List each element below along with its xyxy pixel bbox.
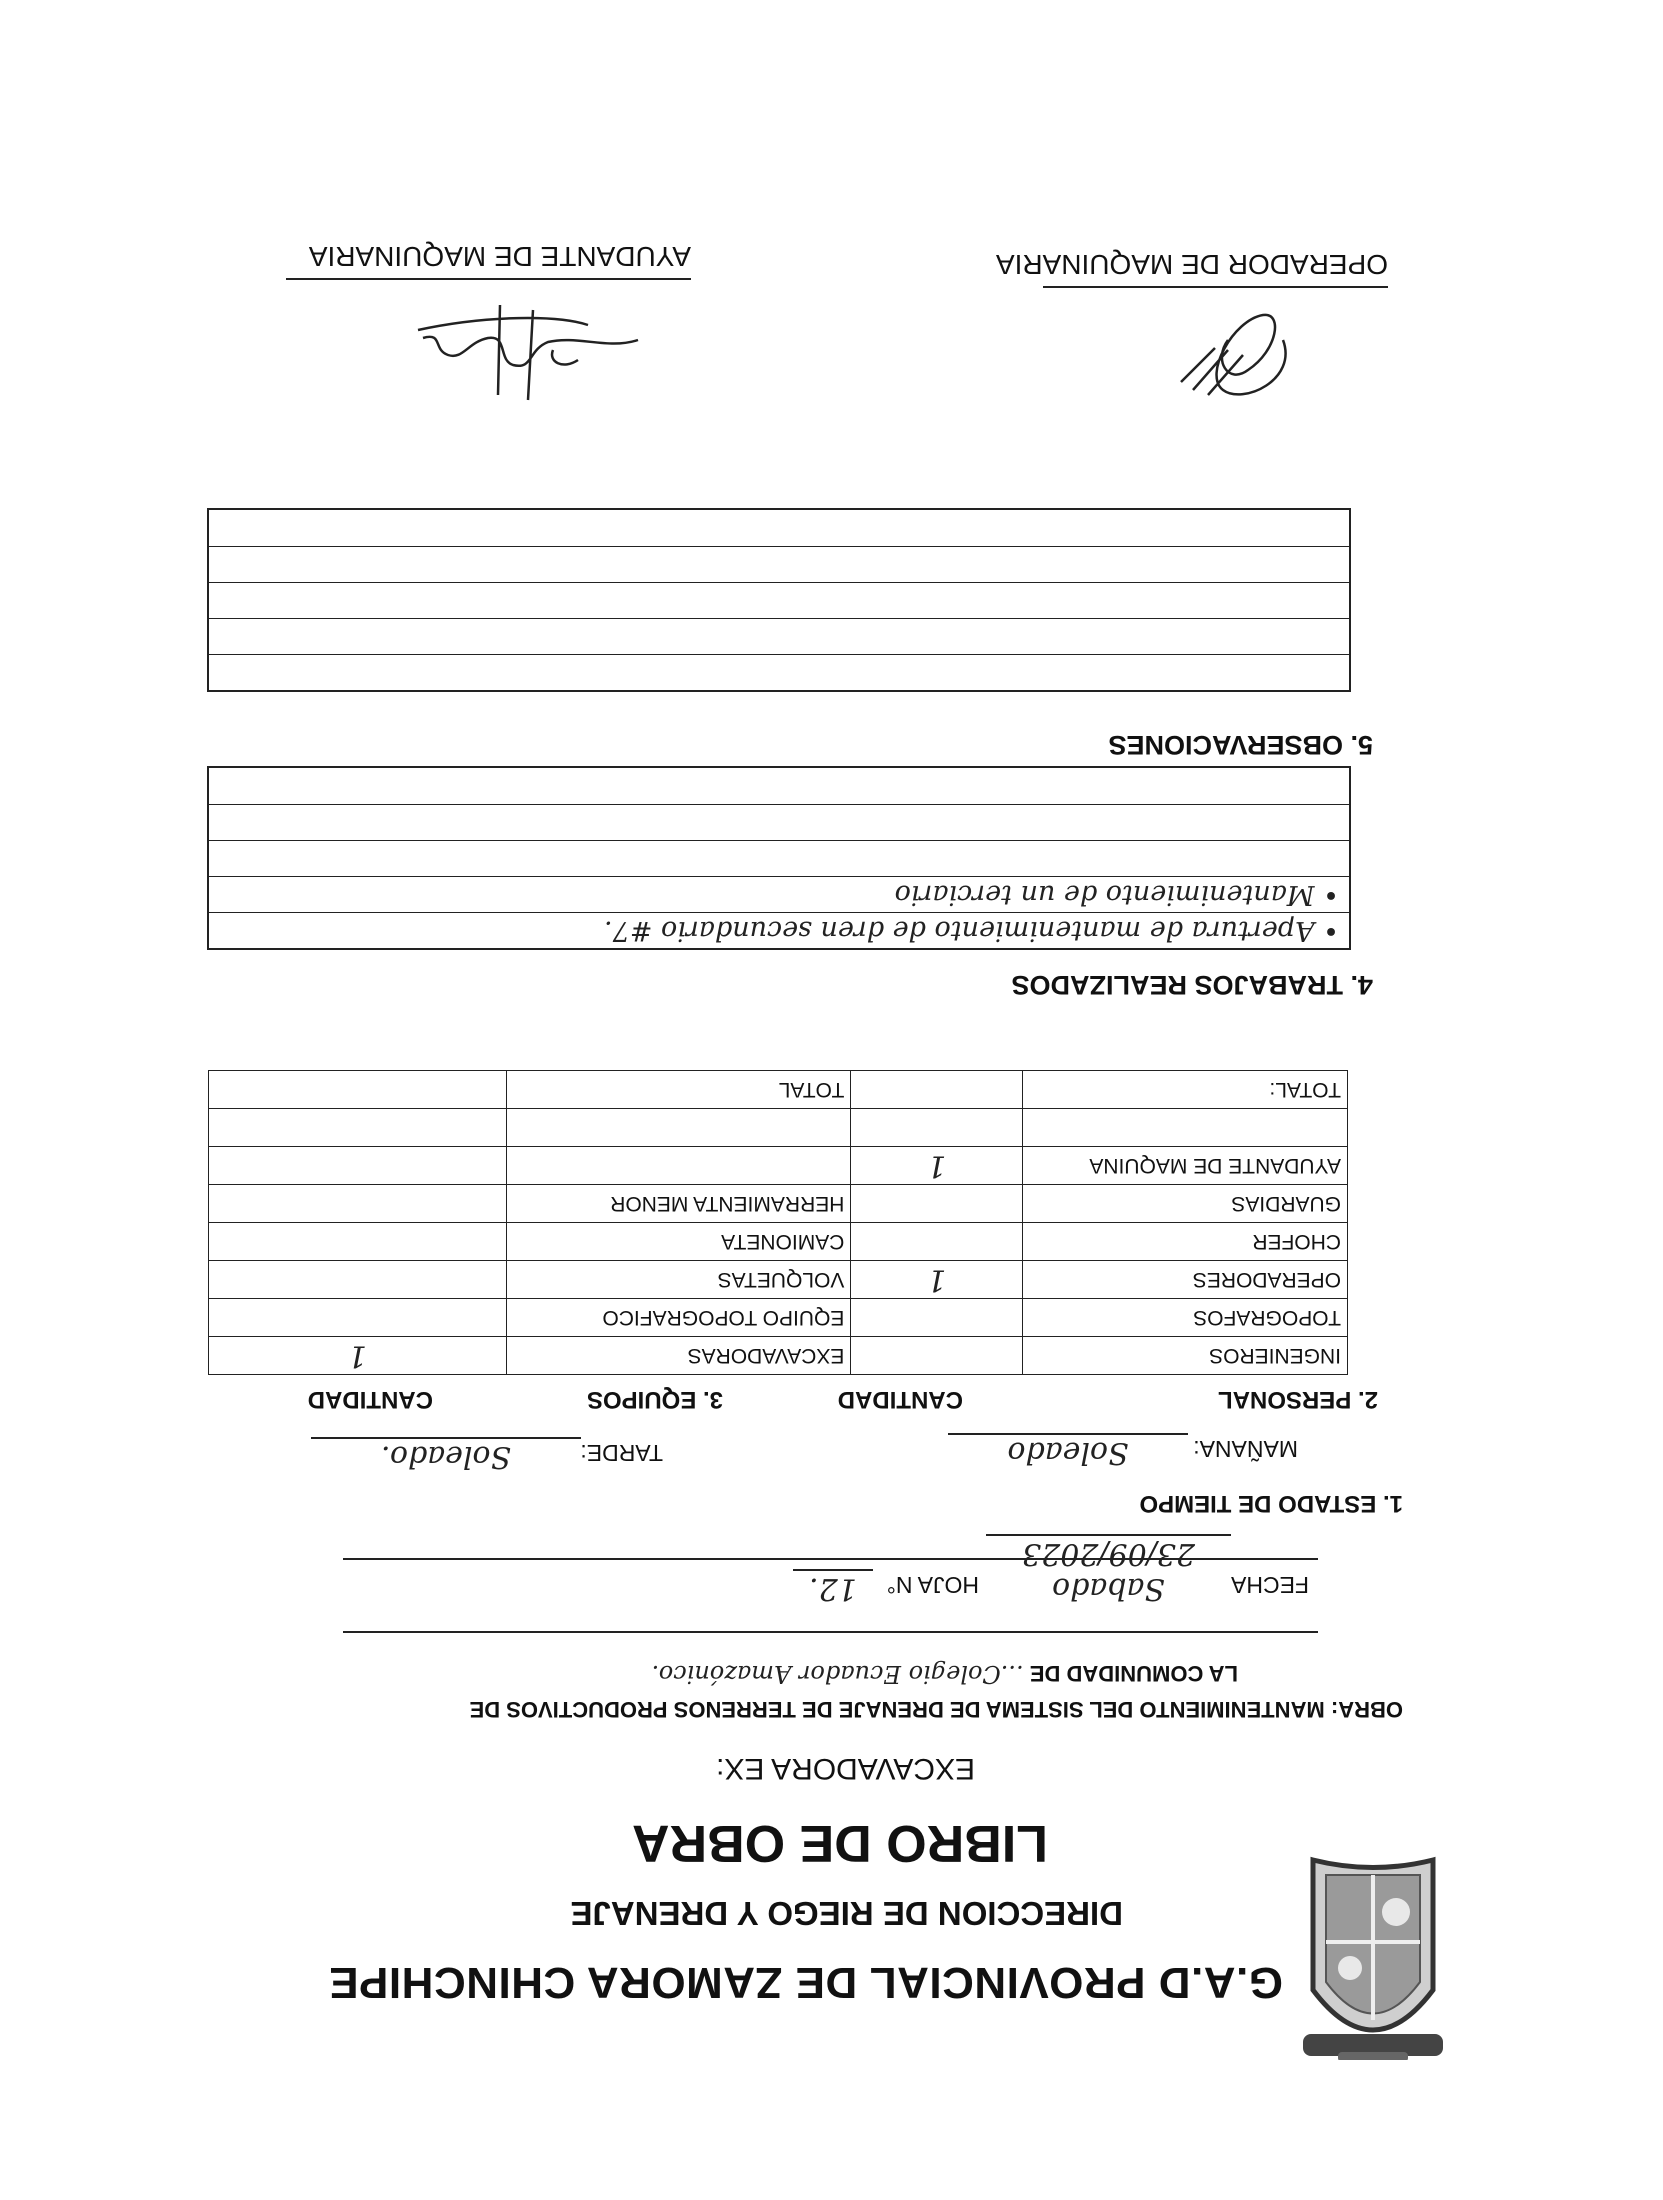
community-label: LA COMUNIDAD DE <box>1029 1661 1238 1686</box>
personal-label-cell: CHOFER <box>1023 1223 1348 1261</box>
box-line <box>209 654 1349 690</box>
trabajos-box <box>207 766 1351 950</box>
personal-heading: 2. PERSONAL <box>1217 1386 1378 1413</box>
personal-qty-cell <box>851 1071 1023 1109</box>
box-line <box>209 840 1349 876</box>
equipos-label-cell: VOLQUETAS <box>506 1261 851 1299</box>
personal-qty-cell <box>851 1299 1023 1337</box>
operador-signature <box>1163 300 1303 410</box>
equipos-qty-cell <box>209 1299 507 1337</box>
box-line <box>209 804 1349 840</box>
box-line <box>209 768 1349 804</box>
table-row <box>209 1337 1348 1375</box>
observaciones-box <box>207 508 1351 692</box>
equipos-label-cell: EQUIPO TOPOGRAFICO <box>506 1299 851 1337</box>
ayudante-signature <box>408 290 648 410</box>
box-line <box>209 912 1349 948</box>
personal-label-cell <box>1023 1109 1348 1147</box>
tarde-label: TARDE: <box>580 1440 663 1466</box>
personal-label-cell: TOPOGRAFOS <box>1023 1299 1348 1337</box>
ayudante-signature-line <box>286 278 691 280</box>
box-line <box>209 582 1349 618</box>
equipos-label-cell: TOTAL <box>506 1071 851 1109</box>
table-row <box>209 1109 1348 1147</box>
personal-qty-cell <box>851 1337 1023 1375</box>
hoja-label: HOJA N° <box>886 1572 979 1598</box>
book-title: LIBRO DE OBRA <box>632 1814 1048 1872</box>
equipos-label-cell: HERRAMIENTA MENOR <box>506 1185 851 1223</box>
equipos-qty-cell <box>209 1261 507 1299</box>
hoja-value: 12. <box>793 1569 873 1606</box>
personal-label-cell: TOTAL: <box>1023 1071 1348 1109</box>
personal-equipos-table <box>208 1070 1348 1375</box>
trabajos-heading: 4. TRABAJOS REALIZADOS <box>1011 970 1373 1000</box>
community-line <box>652 1660 1238 1688</box>
personal-cantidad-label: CANTIDAD <box>837 1386 963 1413</box>
box-line <box>209 876 1349 912</box>
table-row <box>209 1261 1348 1299</box>
personal-label-cell: AYUDANTE DE MAQUINA <box>1023 1147 1348 1185</box>
equipos-cantidad-label: CANTIDAD <box>307 1386 433 1413</box>
obra-label: OBRA: <box>1330 1697 1403 1722</box>
box-line <box>209 510 1349 546</box>
equipos-label-cell: EXCAVADORAS <box>506 1337 851 1375</box>
estado-tiempo-heading: 1. ESTADO DE TIEMPO <box>1139 1490 1403 1517</box>
box-line <box>209 618 1349 654</box>
operador-signature-line <box>1043 286 1388 288</box>
observaciones-heading: 5. OBSERVACIONES <box>1108 730 1373 760</box>
department-title: DIRECCION DE RIEGO Y DRENAJE <box>570 1895 1123 1932</box>
personal-label-cell: OPERADORES <box>1023 1261 1348 1299</box>
table-row <box>209 1185 1348 1223</box>
machine-label: EXCAVADORA EX: <box>716 1752 975 1785</box>
equipos-qty-cell <box>209 1223 507 1261</box>
personal-qty-cell <box>851 1185 1023 1223</box>
operador-label: OPERADOR DE MAQUINARIA <box>995 249 1388 280</box>
tarde-value: Soleado. <box>311 1437 581 1474</box>
personal-label-cell: GUARDIAS <box>1023 1185 1348 1223</box>
equipos-label-cell <box>506 1147 851 1185</box>
equipos-qty-cell <box>209 1109 507 1147</box>
org-title: G.A.D PROVINCIAL DE ZAMORA CHINCHIPE <box>328 1958 1283 2007</box>
personal-label-cell: INGENIEROS <box>1023 1337 1348 1375</box>
table-row <box>209 1299 1348 1337</box>
divider-top <box>343 1631 1318 1633</box>
equipos-qty-cell: 1 <box>209 1337 507 1375</box>
personal-qty-cell <box>851 1223 1023 1261</box>
personal-qty-cell: 1 <box>851 1147 1023 1185</box>
obra-text: MANTENIMIENTO DEL SISTEMA DE DRENAJE DE TERRENOS PRODUCTIVOS DE <box>469 1697 1325 1722</box>
equipos-label-cell <box>506 1109 851 1147</box>
personal-qty-cell: 1 <box>851 1261 1023 1299</box>
community-value: ...Colegio Ecuador Amazónico. <box>651 1660 1024 1688</box>
equipos-qty-cell <box>209 1185 507 1223</box>
manana-label: MAÑANA: <box>1193 1436 1298 1462</box>
equipos-qty-cell <box>209 1147 507 1185</box>
divider-bottom <box>343 1558 1318 1560</box>
ayudante-label: AYUDANTE DE MAQUINARIA <box>308 241 691 272</box>
fecha-value: Sabado 23/09/2023 <box>986 1534 1231 1606</box>
fecha-label: FECHA <box>1231 1572 1309 1598</box>
line-text: • Mantenimiento de un terciario <box>894 879 1339 910</box>
equipos-qty-cell <box>209 1071 507 1109</box>
equipos-heading: 3. EQUIPOS <box>586 1386 723 1413</box>
manana-value: Soleado <box>948 1433 1188 1470</box>
table-row <box>209 1223 1348 1261</box>
personal-qty-cell <box>851 1109 1023 1147</box>
table-row <box>209 1071 1348 1109</box>
equipos-label-cell: CAMIONETA <box>506 1223 851 1261</box>
provincial-crest-seal <box>1298 1855 1448 2060</box>
table-row <box>209 1147 1348 1185</box>
box-line <box>209 546 1349 582</box>
line-text: • Apertura de mantenimiento de dren secundario #7. <box>604 915 1339 946</box>
obra-line <box>470 1696 1403 1722</box>
